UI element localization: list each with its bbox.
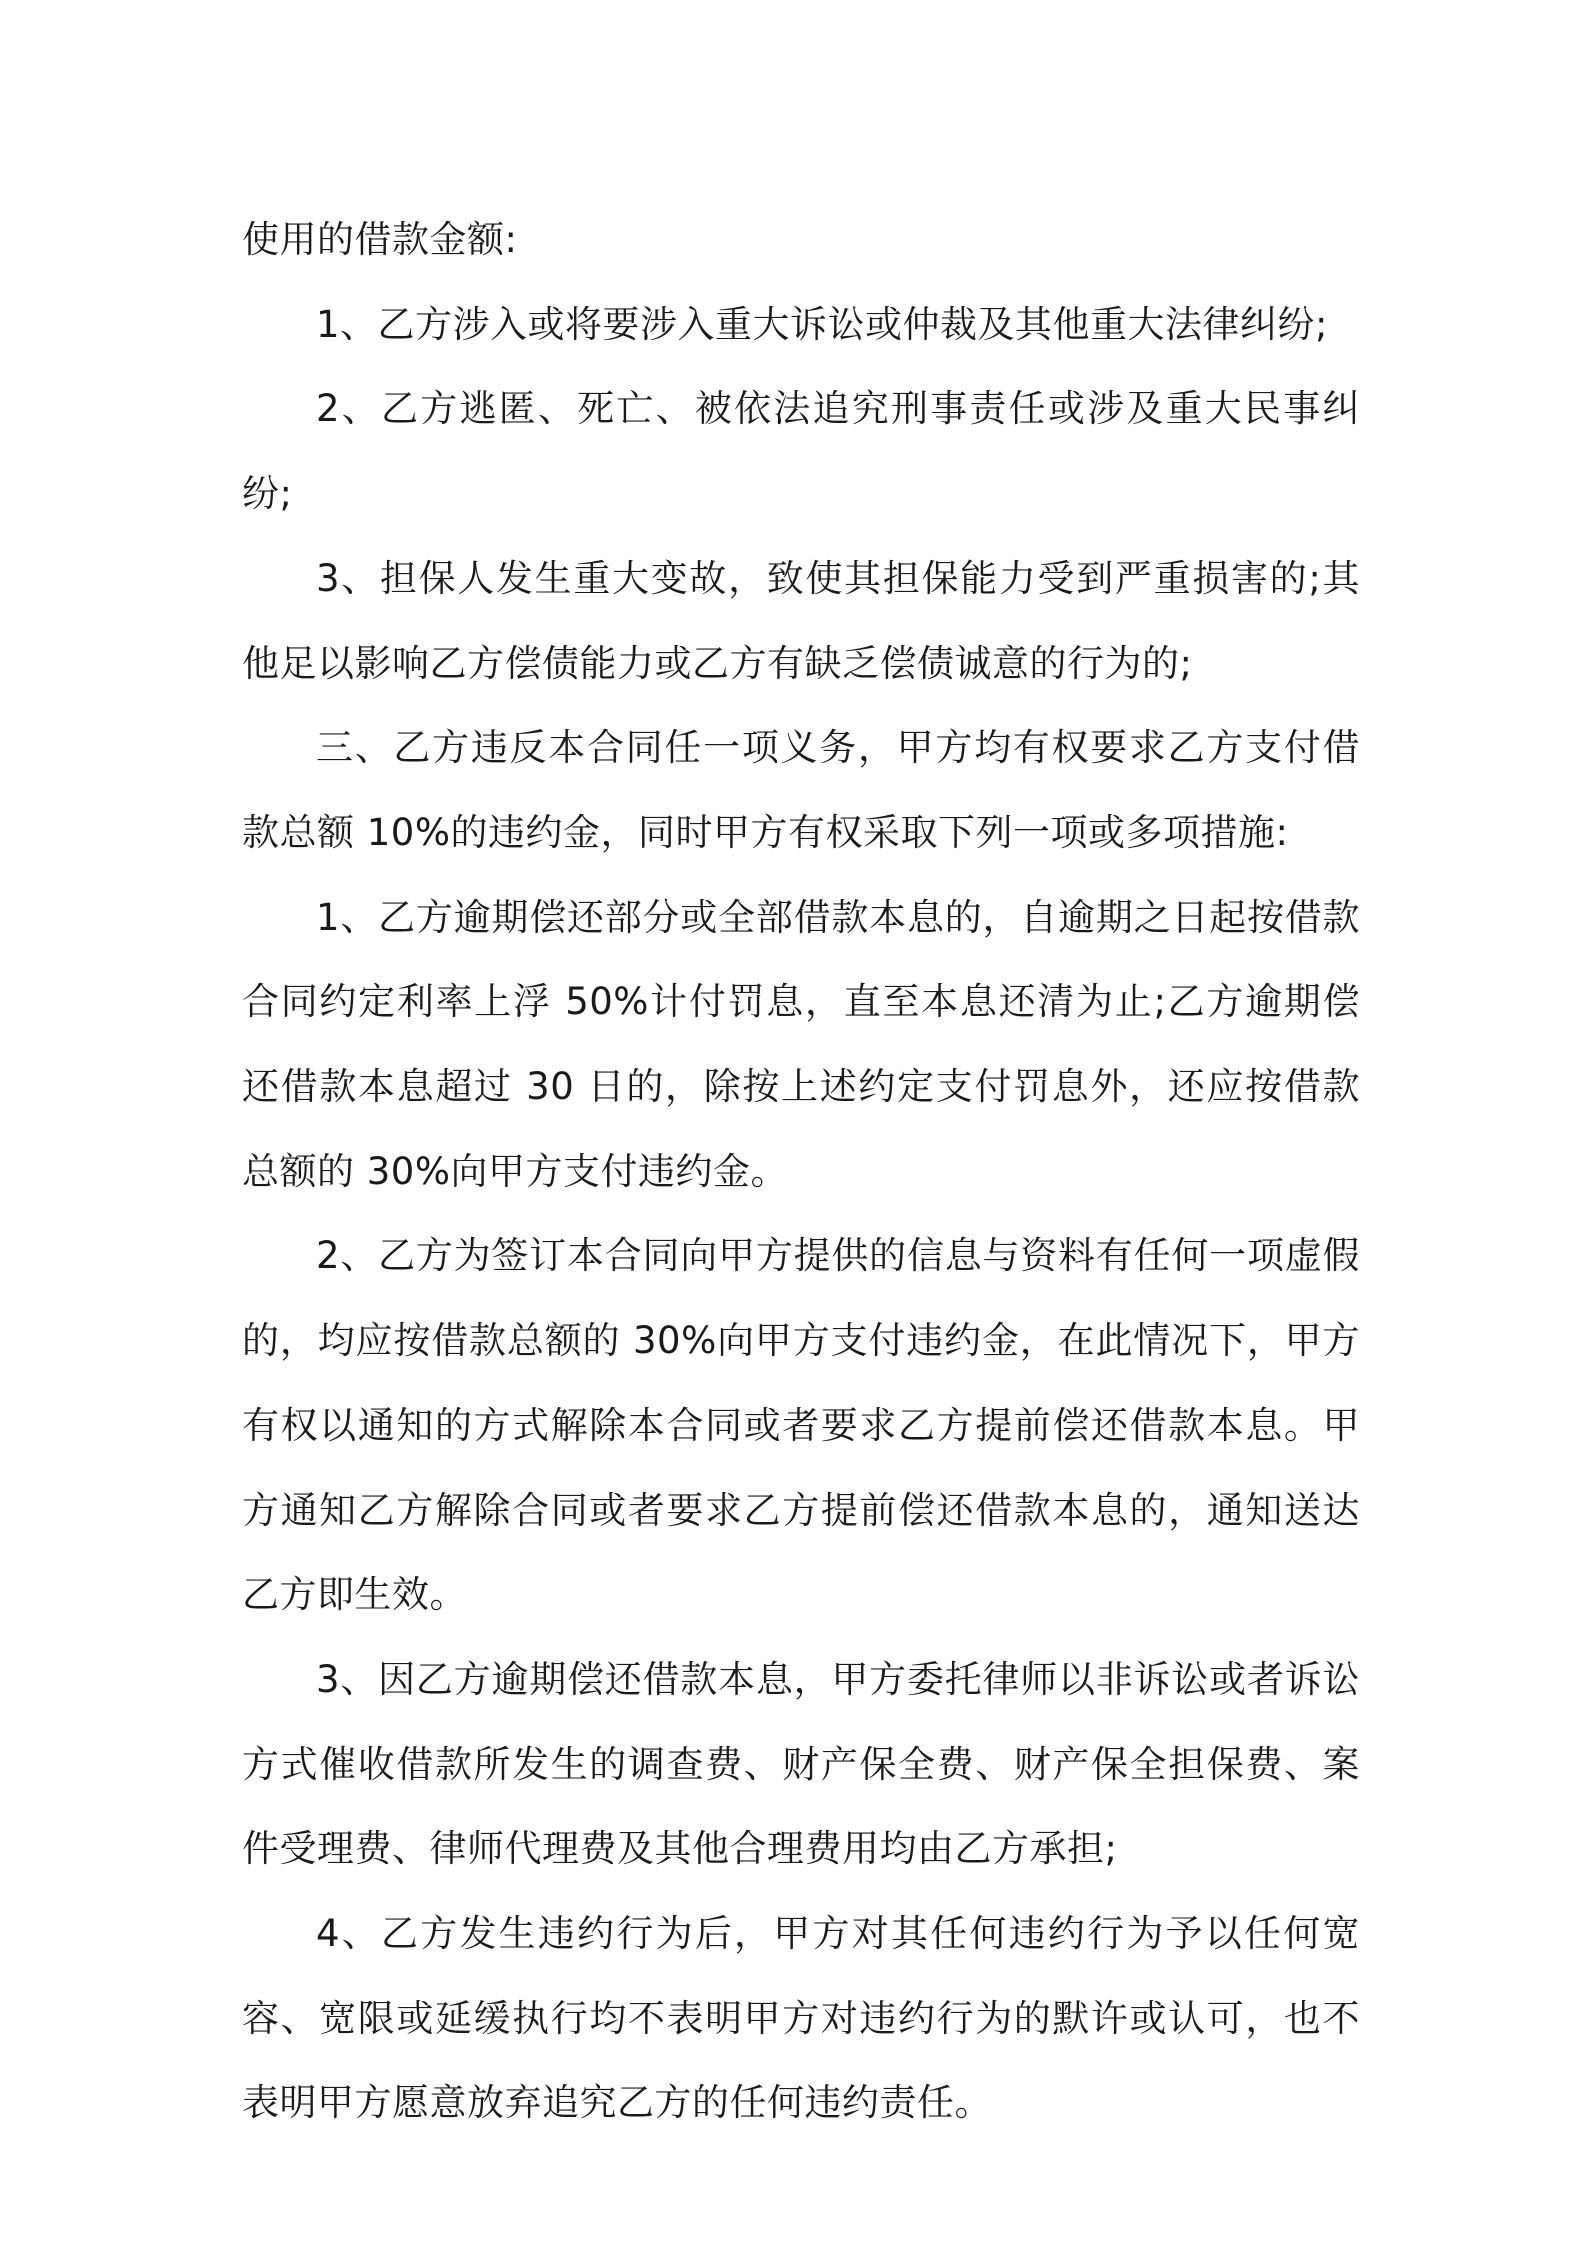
paragraph-measure-2-false-info: 2、乙方为签订本合同向甲方提供的信息与资料有任何一项虚假的，均应按借款总额的 30%向甲方支付违约金，在此情况下，甲方有权以通知的方式解除本合同或者要求乙方提前偿还借款本息。甲方通知乙方解除合同或者要求乙方提前偿还借款本息的，通知送达乙方即生效。 [242, 1234, 1360, 1617]
paragraph-section-3-breach: 三、乙方违反本合同任一项义务，甲方均有权要求乙方支付借款总额 10%的违约金，同时甲方有权采取下列一项或多项措施: [242, 726, 1360, 854]
paragraph-measure-4-no-waiver: 4、乙方发生违约行为后，甲方对其任何违约行为予以任何宽容、宽限或延缓执行均不表明甲方对违约行为的默许或认可，也不表明甲方愿意放弃追究乙方的任何违约责任。 [242, 1912, 1360, 2125]
paragraph-measure-1-overdue: 1、乙方逾期偿还部分或全部借款本息的，自逾期之日起按借款合同约定利率上浮 50%计付罚息，直至本息还清为止;乙方逾期偿还借款本息超过 30 日的，除按上述约定支付罚息外，还应按借款总额的 30%向甲方支付违约金。 [242, 895, 1360, 1193]
paragraph-item-2-abscond: 2、乙方逃匿、死亡、被依法追究刑事责任或涉及重大民事纠纷; [242, 387, 1360, 516]
paragraph-item-1-litigation: 1、乙方涉入或将要涉入重大诉讼或仲裁及其他重大法律纠纷; [316, 302, 1329, 346]
document-body [242, 198, 1360, 2146]
paragraph-measure-3-collection-costs: 3、因乙方逾期偿还借款本息，甲方委托律师以非诉讼或者诉讼方式催收借款所发生的调查费、财产保全费、财产保全担保费、案件受理费、律师代理费及其他合理费用均由乙方承担; [242, 1657, 1360, 1871]
paragraph-continuation: 使用的借款金额: [242, 218, 518, 261]
paragraph-item-3-guarantor: 3、担保人发生重大变故，致使其担保能力受到严重损害的;其他足以影响乙方偿债能力或乙方有缺乏偿债诚意的行为的; [242, 556, 1360, 685]
